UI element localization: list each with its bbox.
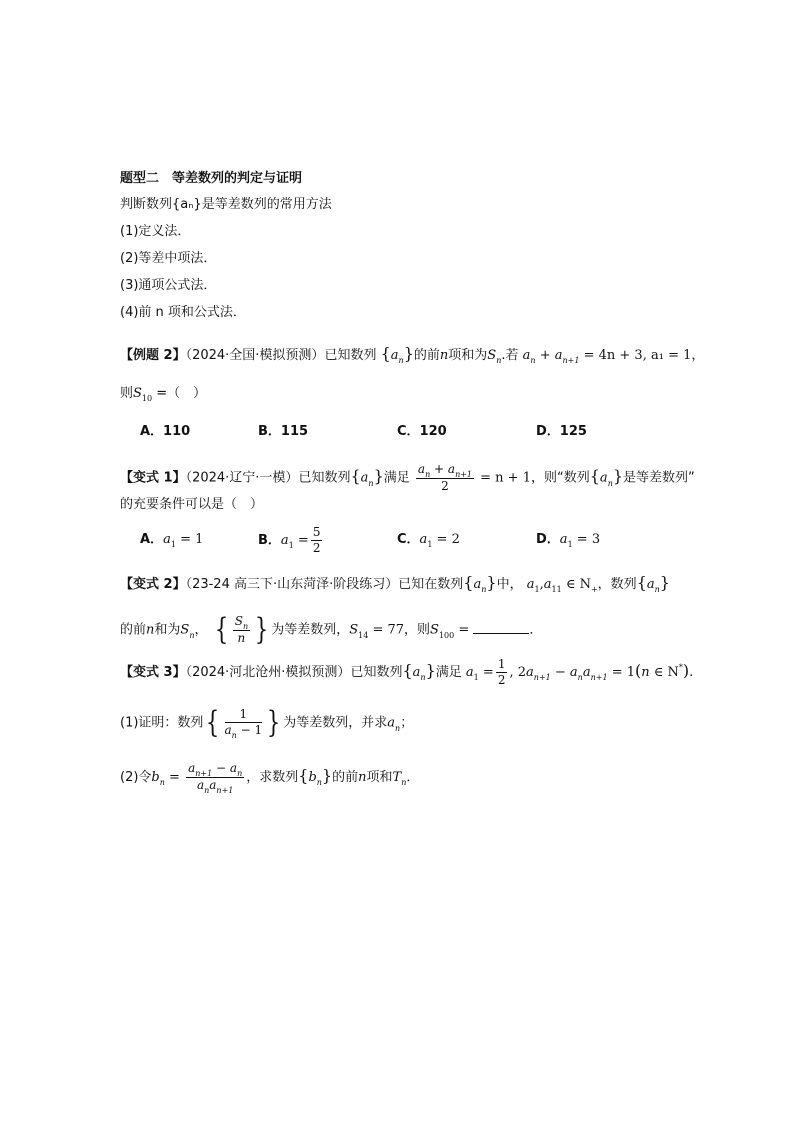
variant2-source: （23-24 高三下·山东菏泽·阶段练习） [185, 577, 399, 592]
method-4: (4)前 n 项和公式法． [120, 305, 246, 320]
section-title: 题型二 等差数列的判定与证明 [120, 171, 303, 186]
example2-source: （2024·全国·模拟预测） [185, 348, 325, 363]
example2-option-a[interactable]: A．110 [140, 424, 191, 439]
example2-eq-rhs: = 4n + 3, a₁ = 1 [583, 348, 692, 363]
example2-option-b[interactable]: B．115 [258, 424, 309, 439]
section-intro: 判断数列{aₙ}是等差数列的常用方法 [120, 197, 332, 212]
variant3-part1: (1)证明：数列{ $\frac{1}{a_n - 1}$ } 为等差数列，并求$a_n$； [120, 705, 414, 740]
answer-blank[interactable] [473, 621, 529, 634]
variant1-option-a[interactable]: A．$a_1 = 1$ [140, 532, 204, 549]
variant1-tag: 【变式 1】 [120, 470, 186, 486]
variant3-tag: 【变式 3】 [120, 665, 186, 680]
method-2: (2)等差中项法． [120, 251, 217, 266]
variant1-option-b[interactable]: B．$a_1$ = $\frac{5}{2}$ [258, 525, 321, 555]
method-1: (1)定义法． [120, 224, 191, 239]
variant3-part2: (2)令$b_n$ = $\frac{a_{n+1} - a_n}{a_na_{n+1}}$ ，求数列$\{b_n\}$的前n项和$T_n$． [120, 761, 420, 795]
variant1-line1: 【变式 1】（2024·辽宁·一模）已知数列$\{a_n\}$满足 $\frac{a_n + a_{n+1}}{2}$ = n + 1，则“数列$\{a_n\}$是等差数列” [120, 462, 695, 493]
variant2-line1: 【变式 2】（23-24 高三下·山东菏泽·阶段练习）已知在数列$\{a_n\}$中， $a_1,a_{11}$ ∈ $N_+$，数列$\{a_n\}$ [120, 573, 670, 594]
variant1-source: （2024·辽宁·一模） [185, 470, 299, 486]
variant3-line1: 【变式 3】（2024·河北沧州·模拟预测）已知数列$\{a_n\}$满足 $a_1$ = $\frac{1}{2}$ , $2a_{n+1} - a_na_{n+1} = 1(n$ ∈ N*). [120, 657, 694, 687]
example2-tag: 【例题 2】 [120, 348, 186, 363]
variant2-tag: 【变式 2】 [120, 577, 186, 592]
example2-option-c[interactable]: C．120 [397, 424, 447, 439]
example2-line1: 【例题 2】（2024·全国·模拟预测）已知数列 $\{a_n\}$的前n项和为$S_n$.若 $a_n + a_{n+1} = 4n + 3$, a₁ = 1， [120, 344, 705, 365]
variant1-option-d[interactable]: D．$a_1 = 3$ [536, 532, 601, 549]
example2-option-d[interactable]: D．125 [536, 424, 587, 439]
variant2-line2: 的前n和为$S_n$， { $\frac{S_n}{n}$ } 为等差数列，$S_{14} = 77$，则$S_{100}$ = ． [120, 612, 543, 647]
example2-line2: 则$S_{10}$ =（ ） [120, 386, 207, 403]
method-3: (3)通项公式法． [120, 278, 217, 293]
variant1-fraction: $\frac{a_n + a_{n+1}}{2}$ [417, 462, 473, 493]
variant1-line2: 的充要条件可以是（ ） [120, 497, 264, 512]
variant1-option-c[interactable]: C．$a_1 = 2$ [397, 532, 460, 549]
variant3-source: （2024·河北沧州·模拟预测） [185, 665, 351, 680]
